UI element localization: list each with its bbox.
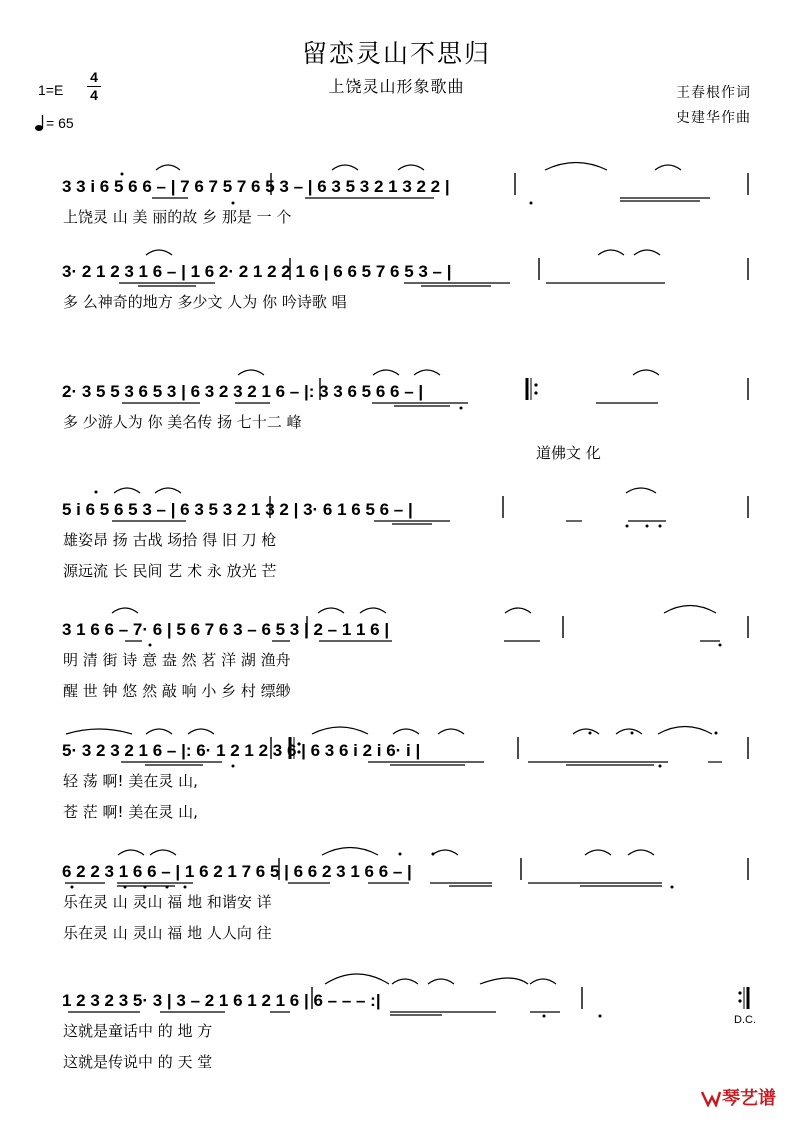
time-signature-bottom: 4: [90, 87, 98, 103]
song-subtitle: 上饶灵山形象歌曲: [328, 77, 465, 96]
key-signature: 1=E: [38, 82, 64, 98]
lyrics-line-second-verse: 乐在灵 山 灵山 福 地 人人向 往: [63, 924, 272, 942]
lyrics-line: 乐在灵 山 灵山 福 地 和谐安 详: [63, 893, 272, 911]
piano-logo-icon: [700, 1089, 722, 1107]
composer-credit: 史建华作曲: [676, 110, 751, 126]
lyrics-line: 这就是童话中 的 地 方: [63, 1022, 213, 1040]
notation-line: 5· 3 2 3 2 1 6 – |: 6· 1 2 1 2 3 6 | 6 3 6 i 2 i 6· i |: [62, 741, 421, 760]
lyrics-line-second-verse: 这就是传说中 的 天 堂: [63, 1053, 213, 1071]
watermark-text: 琴艺谱: [722, 1088, 776, 1109]
time-signature-top: 4: [90, 69, 98, 85]
notation-line: 3 1 6 6 – 7· 6 | 5 6 7 6 3 – 6 5 3 | 2 – 1 1 6 |: [62, 620, 390, 639]
watermark: [700, 1084, 776, 1110]
notation-line: 5 i 6 5 6 5 3 – | 6 3 5 3 2 1 3 2 | 3· 6 1 6 5 6 – |: [62, 500, 413, 519]
song-title: 留恋灵山不思归: [301, 39, 491, 68]
repeat-signs: [290, 378, 748, 1009]
lyrics-line: 上饶灵 山 美 丽的故 乡 那是 一 个: [63, 208, 292, 226]
lyrics-line-second-verse: 道佛文 化: [536, 444, 601, 462]
lyrics-line: 多 么神奇的地方 多少文 人为 你 吟诗歌 唱: [63, 293, 347, 311]
notation-line: 3· 2 1 2 3 1 6 – | 1 6 2· 2 1 2 2 1 6 | 6 6 5 7 6 5 3 – |: [62, 262, 452, 281]
tempo-value: = 65: [46, 115, 74, 131]
lyrics-line: 轻 荡 啊! 美在灵 山,: [63, 772, 198, 790]
lyrics-line: 雄姿昂 扬 古战 场拾 得 旧 刀 枪: [63, 531, 277, 549]
notation-line: 3 3 i 6 5 6 6 – | 7 6 7 5 7 6 5 3 – | 6 3 5 3 2 1 3 2 2 |: [62, 177, 450, 196]
lyricist-credit: 王春根作词: [676, 85, 751, 101]
lyrics-line-second-verse: 醒 世 钟 悠 然 敲 响 小 乡 村 缥缈: [63, 682, 291, 700]
da-capo-marking: D.C.: [734, 1014, 756, 1026]
notation-line: 6 2 2 3 1 6 6 – | 1 6 2 1 7 6 5 | 6 6 2 3 1 6 6 – |: [62, 862, 412, 881]
lyrics-line: 多 少游人为 你 美名传 扬 七十二 峰: [63, 413, 302, 431]
notation-line: 2· 3 5 5 3 6 5 3 | 6 3 2 3 2 1 6 – |: 3 3 6 5 6 6 – |: [62, 382, 424, 401]
lyrics-line: 明 清 街 诗 意 盎 然 茗 洋 湖 渔舟: [63, 651, 291, 669]
lyrics-line-second-verse: 苍 茫 啊! 美在灵 山,: [63, 803, 198, 821]
lyrics-line-second-verse: 源远流 长 民间 艺 术 永 放光 芒: [63, 562, 277, 580]
notation-line: 1 2 3 2 3 5· 3 | 3 – 2 1 6 1 2 1 6 | 6 – – – :|: [62, 991, 381, 1010]
